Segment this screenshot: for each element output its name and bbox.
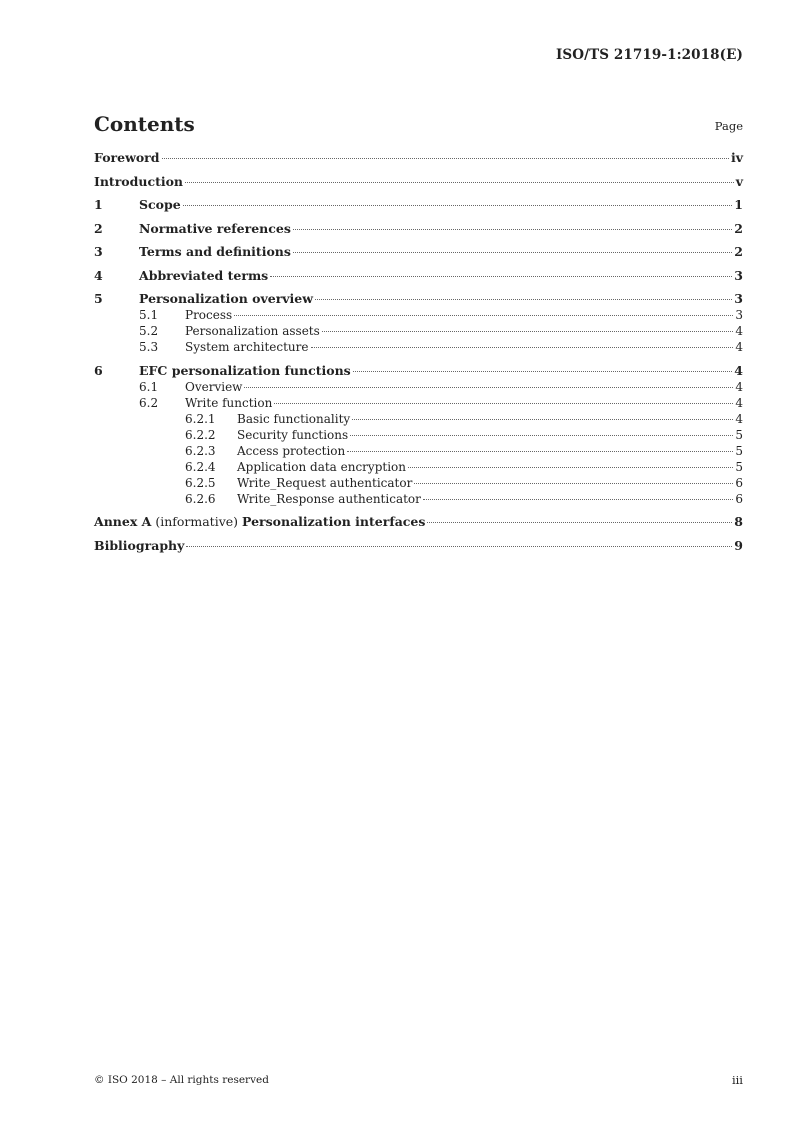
- dot-leader: [186, 545, 732, 547]
- toc-entry-title: Personalization assets: [185, 324, 320, 338]
- toc-entry-title: Overview: [185, 379, 243, 394]
- toc-entry-write-function[interactable]: [94, 395, 743, 411]
- toc-entry-title: Scope: [139, 197, 181, 212]
- toc-entry-number: 5: [94, 291, 103, 306]
- toc-entry-title: Access protection: [237, 443, 346, 458]
- annex-type: (informative): [151, 514, 243, 529]
- toc-entry-write-request-authenticator[interactable]: [94, 475, 743, 491]
- toc-entry-system-architecture[interactable]: [94, 339, 743, 355]
- toc-entry-process[interactable]: [94, 307, 743, 323]
- toc-entry-write-response-authenticator[interactable]: [94, 491, 743, 507]
- toc-entry-title: Personalization overview: [139, 291, 314, 306]
- dot-leader: [427, 521, 732, 523]
- dot-leader: [350, 434, 733, 436]
- dot-leader: [234, 314, 733, 316]
- toc-entry-page: 9: [734, 537, 743, 553]
- toc-entry-page: 4: [735, 340, 743, 354]
- toc-entry-page: 2: [734, 220, 743, 236]
- dot-leader: [293, 228, 732, 230]
- toc-entry-page: 5: [735, 459, 743, 474]
- toc-entry-number: 6.2.4: [185, 459, 216, 474]
- dot-leader: [423, 498, 733, 500]
- toc-entry-scope[interactable]: [94, 197, 743, 213]
- toc-entry-title: Personalization interfaces: [242, 514, 426, 529]
- toc-entry-page: 6: [735, 475, 743, 490]
- toc-entry-title: Foreword: [94, 150, 160, 165]
- dot-leader: [274, 402, 733, 404]
- toc-entry-personalization-overview[interactable]: [94, 291, 743, 307]
- toc-entry-bibliography[interactable]: [94, 538, 743, 554]
- toc-entry-number: 3: [94, 244, 103, 259]
- toc-entry-number: 2: [94, 220, 103, 236]
- toc-entry-annex-a[interactable]: [94, 514, 743, 530]
- page-title: Contents: [94, 112, 195, 136]
- toc-entry-number: 4: [94, 267, 103, 283]
- toc-entry-number: 5.1: [139, 308, 159, 322]
- toc-entry-abbreviated-terms[interactable]: [94, 268, 743, 284]
- toc-entry-title: Security functions: [237, 427, 349, 442]
- toc-entry-number: 6.2.6: [185, 491, 216, 506]
- toc-entry-title: Terms and definitions: [139, 244, 291, 259]
- dot-leader: [414, 482, 733, 484]
- toc-entry-basic-functionality[interactable]: [94, 411, 743, 427]
- page-number: iii: [731, 1073, 743, 1087]
- toc-entry-access-protection[interactable]: [94, 443, 743, 459]
- toc-entry-number: 5.3: [139, 340, 159, 354]
- toc-entry-page: 2: [734, 244, 743, 259]
- dot-leader: [347, 450, 733, 452]
- toc-entry-page: v: [735, 173, 743, 189]
- dot-leader: [162, 157, 729, 159]
- toc-entry-page: 6: [735, 491, 743, 506]
- toc-entry-title: Bibliography: [94, 537, 185, 553]
- toc-entry-number: 6.2.5: [185, 475, 216, 490]
- toc-entry-security-functions[interactable]: [94, 427, 743, 443]
- toc-entry-number: 6.1: [139, 379, 159, 394]
- toc-entry-number: 6.2.2: [185, 427, 216, 442]
- dot-leader: [315, 298, 732, 300]
- toc-entry-number: 6.2.3: [185, 443, 216, 458]
- toc-entry-title: EFC personalization functions: [139, 362, 351, 378]
- toc-entry-page: iv: [730, 150, 743, 165]
- toc-entry-page: 4: [735, 379, 743, 394]
- toc-entry-title: Write_Request authenticator: [237, 475, 413, 490]
- document-identifier: ISO/TS 21719-1:2018(E): [555, 47, 743, 63]
- toc-entry-foreword[interactable]: [94, 150, 743, 166]
- toc-entry-terms-and-definitions[interactable]: [94, 244, 743, 260]
- toc-entry-title: Basic functionality: [237, 411, 351, 426]
- toc-entry-number: 6.2.1: [185, 411, 216, 426]
- toc-entry-page: 4: [735, 411, 743, 426]
- table-of-contents: [94, 150, 743, 554]
- toc-entry-page: 3: [734, 291, 743, 306]
- toc-entry-number: 6: [94, 362, 103, 378]
- toc-entry-efc-personalization-functions[interactable]: [94, 363, 743, 379]
- dot-leader: [311, 346, 734, 348]
- dot-leader: [408, 466, 733, 468]
- toc-entry-page: 1: [734, 197, 743, 212]
- toc-entry-normative-references[interactable]: [94, 221, 743, 237]
- toc-entry-number: 6.2: [139, 395, 159, 410]
- copyright-notice: © ISO 2018 – All rights reserved: [94, 1074, 269, 1086]
- toc-entry-page: 3: [735, 308, 743, 322]
- toc-entry-page: 5: [735, 427, 743, 442]
- toc-entry-introduction[interactable]: [94, 174, 743, 190]
- dot-leader: [183, 204, 733, 206]
- dot-leader: [185, 181, 734, 183]
- toc-entry-title: Process: [185, 308, 233, 322]
- toc-entry-title: Application data encryption: [237, 459, 406, 474]
- toc-entry-page: 4: [735, 395, 743, 410]
- dot-leader: [352, 418, 733, 420]
- toc-entry-overview[interactable]: [94, 379, 743, 395]
- toc-entry-page: 3: [734, 267, 743, 283]
- dot-leader: [244, 386, 733, 388]
- dot-leader: [270, 275, 732, 277]
- toc-entry-personalization-assets[interactable]: [94, 323, 743, 339]
- toc-entry-title: System architecture: [185, 340, 309, 354]
- dot-leader: [353, 370, 733, 372]
- toc-entry-title: Abbreviated terms: [139, 267, 269, 283]
- toc-entry-page: 5: [735, 443, 743, 458]
- toc-entry-title: Write_Response authenticator: [237, 491, 421, 506]
- toc-entry-title: Normative references: [139, 220, 291, 236]
- toc-entry-page: 8: [734, 514, 743, 529]
- toc-entry-application-data-encryption[interactable]: [94, 459, 743, 475]
- toc-entry-title-group: [94, 514, 425, 530]
- dot-leader: [322, 330, 734, 332]
- dot-leader: [293, 251, 732, 253]
- toc-entry-page: 4: [735, 324, 743, 338]
- toc-entry-page: 4: [734, 362, 743, 378]
- page-column-label: Page: [714, 119, 743, 133]
- toc-entry-title: Introduction: [94, 173, 184, 189]
- toc-entry-number: 5.2: [139, 324, 159, 338]
- annex-prefix: Annex A: [94, 514, 152, 529]
- toc-entry-title: Write function: [185, 395, 273, 410]
- toc-entry-number: 1: [94, 197, 103, 212]
